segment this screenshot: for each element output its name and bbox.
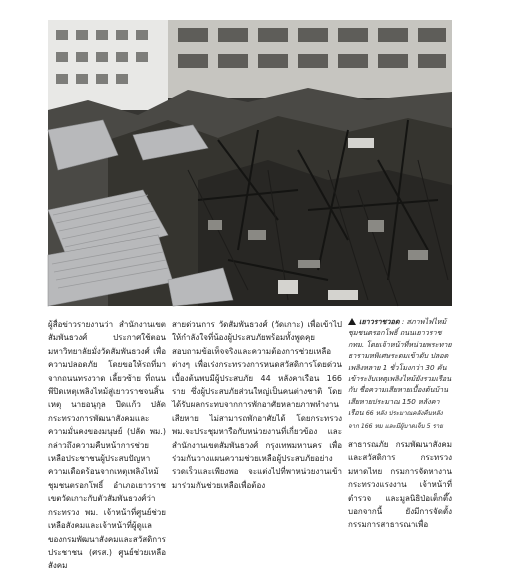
column-2-text: สายด่วนการ วัดสัมพันธวงศ์ (วัดเกาะ) เพื่อเข้าไปให้กำลังใจที่น้องผู้ประสบภัยพร้อมทั้งพูดคุยสอบถามข้อเท็จจริงและความต้องการช่วยเหลือต่างๆ เพื่อเร่งกระทรวงการหนดสวัสดิการโดยด่วน เบื้องต้นพบมีผู้ประสบภัย 44 หลังคาเรือน 166 ราย ซึ่งผู้ประสบภัยส่วนใหญ่เป็นคนต่างชาติ โดยได้รับผลกระทบจากการพักอาศัยหลายภาพทำงานเสียหาย ไม่สามารถพักอาศัยได้ โดยกระทรวง พม.จะประชุมหารือกับหน่วยงานที่เกี่ยวข้อง และสำนักงานเขตสัมพันธวงศ์ กรุงเทพมหานคร เพื่อร่วมกันวางแผนความช่วยเหลือผู้ประสบภัยอย่างรวดเร็วและเพียงพอ จะแต่งไปที่พาหน่วยงานเข้ามาร่วมกันช่วยเหลือเพื่อต้อง	[172, 320, 342, 490]
caption-text: : สภาพไฟไหม้ชุมชนตรอกโพธิ์ ถนนเยาวราช กทม. โดยเจ้าหน้าที่หน่วยพระทาย ธารามหพิเศษระดมเข้าดับ ปลอดเพลิงหลาย 1 ชั่วโมงกว่า 30 คันเข้าระงับเหตุเพลิงไหม้ยังรวมเรือนกับ ชื่อความเสียหายเบื้องต้นบ้านเสียหายประมาณ 150 หลังคาเรือน	[348, 317, 452, 418]
article-column-1	[48, 318, 166, 571]
news-photo	[48, 20, 452, 306]
photo-fire-aftermath-icon	[48, 20, 452, 306]
photo-caption	[348, 316, 452, 432]
column-1-text: ผู้สื่อข่าวรายงานว่า สำนักงานเขตสัมพันธวงศ์ ประกาศใช้ตอนมหาวิทยาลัยมั่งวัดสัมพันธวงศ์ เพื่อความปลอดภัย โดยขอให้รถที่มาจากถนนทรงวาด เลี้ยวซ้าย ที่ถนนพีปิดเหตุเพลิงไหม้สู่เยาวราชจนสิ้นเหตุ นายอนุกุล ปีดเเก้ว ปลัดกระทรวงการพัฒนาสังคมและความมั่นคงของมนุษย์ (ปลัด พม.) กล่าวถึงความคืบหน้าการช่วยเหลือประชาชนผู้ประสบปัญหาความเดือดร้อนจากเหตุเพลิงไหม้ชุมชนตรอกโพธิ์ อำเภอเยาวราช เขตวัดเกาะกับตัวสัมพันธวงศ์ว่า กระทรวง พม. เจ้าหน้าที่ศูนย์ช่วยเหลือสังคมและเจ้าหน้าที่ผู้ดูแลของกรมพัฒนาสังคมและสวัสดิการ ประชาชน (ศรส.) ศูนย์ช่วยเหลือสังคม	[48, 320, 166, 571]
column-3-text: สาธารณภัย กรมพัฒนาสังคมและสวัสดิการ กระทรวงมหาดไทย กรมการจัดหางาน กระทรวงแรงงาน เจ้าหน้าที่ตำรวจ และมูลนิธิป่อเต็กตึ๊ง บอกจากนี้ ยังมีการจัดตั้งกรรมการสาธารณาเพื่อ	[348, 440, 452, 530]
caption-triangle-icon	[348, 318, 356, 325]
article-column-2	[172, 318, 342, 510]
caption-tail: 66 หลัง ประมาณคลังคืนหลังจาก 166 หม และมีผู้บาดเจ็บ 5 ราย	[348, 410, 443, 430]
article-column-3	[348, 438, 452, 530]
caption-label: เยาวราชวอด	[359, 317, 400, 326]
